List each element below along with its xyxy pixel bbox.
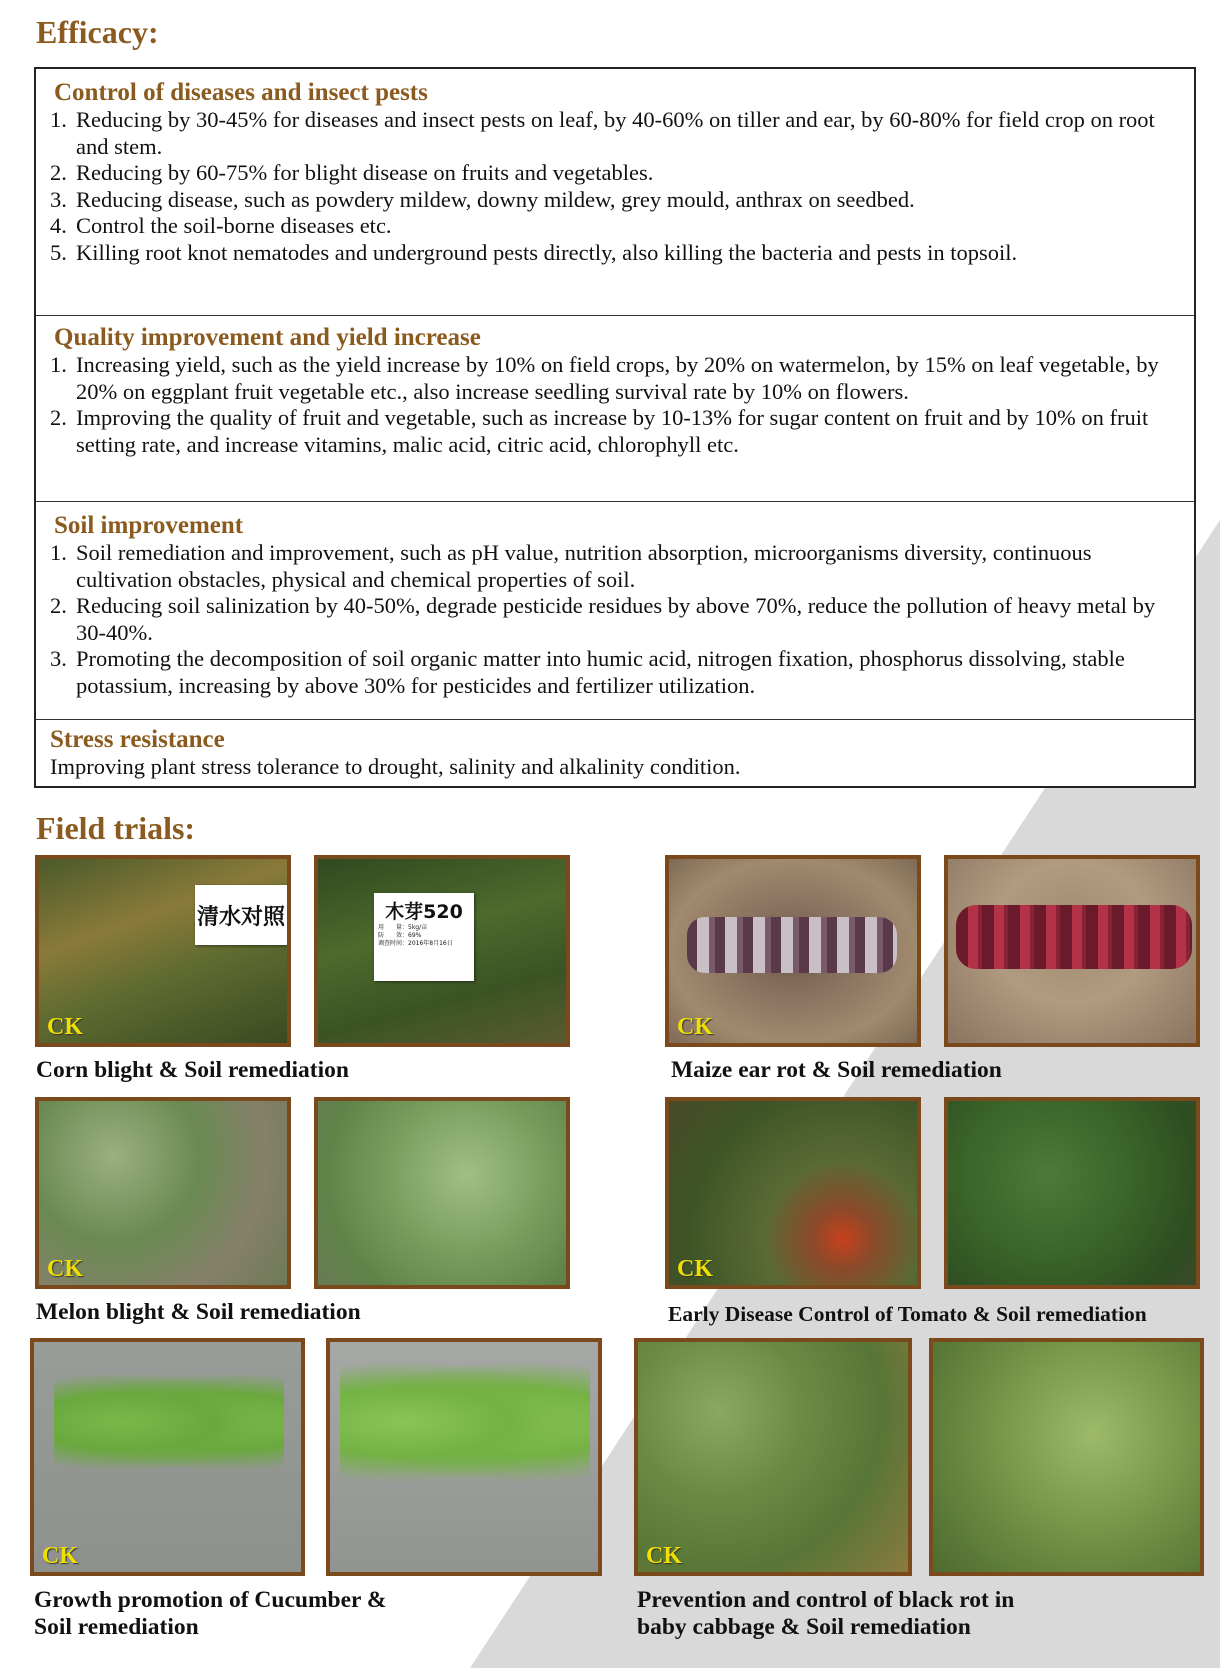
efficacy-heading: Efficacy:: [36, 14, 159, 50]
sign-line: 防 效：69%: [378, 932, 422, 939]
photo-maize-treated: [944, 855, 1200, 1047]
list-item: 1. Increasing yield, such as the yield increase by 10% on field crops, by 20% on watermelon, by 15% on leaf vegetable, by 20% on eggplant fruit vegetable etc., also increase seedling survival rate by 10% on flowers.: [50, 352, 1159, 404]
caption-cabbage-line1: Prevention and control of black rot in: [637, 1587, 1015, 1613]
photo-tomato-ck: [665, 1097, 921, 1289]
caption-maize: Maize ear rot & Soil remediation: [671, 1057, 1002, 1083]
section-quality-yield: [36, 315, 1194, 501]
list-item: 5. Killing root knot nematodes and underground pests directly, also killing the bacteria and pests in topsoil.: [50, 239, 1018, 265]
section-soil-improvement: [36, 501, 1194, 719]
ck-label: CK: [677, 1256, 713, 1282]
caption-tomato: Early Disease Control of Tomato & Soil remediation: [668, 1302, 1147, 1326]
cucumber-seedlings: [54, 1372, 284, 1472]
sign-treatment: [374, 893, 474, 981]
caption-cucumber-line1: Growth promotion of Cucumber &: [34, 1587, 387, 1613]
photo-cucumber-ck: [30, 1338, 305, 1576]
photo-melon-treated: [314, 1097, 570, 1289]
section-text: Improving plant stress tolerance to drought, salinity and alkalinity condition.: [50, 754, 741, 779]
photo-cucumber-treated: [326, 1338, 602, 1576]
field-trials-heading: Field trials:: [36, 810, 196, 846]
ck-label: CK: [47, 1014, 83, 1040]
photo-corn-ck: [35, 855, 291, 1047]
caption-cabbage-line2: baby cabbage & Soil remediation: [637, 1614, 971, 1640]
ck-label: CK: [42, 1543, 78, 1569]
caption-corn: Corn blight & Soil remediation: [36, 1057, 349, 1083]
photo-cabbage-treated: [929, 1338, 1204, 1576]
sign-line: 调查时间：2016年8月16日: [378, 940, 453, 947]
caption-cucumber-line2: Soil remediation: [34, 1614, 199, 1640]
list-item: 1. Soil remediation and improvement, such as pH value, nutrition absorption, microorganisms diversity, continuous cultivation obstacles, physical and chemical properties of soil.: [50, 540, 1092, 592]
list-item: 4. Control the soil-borne diseases etc.: [50, 213, 392, 238]
list-item: 2. Improving the quality of fruit and vegetable, such as increase by 10-13% for sugar content on fruit and by 10% on fruit setting rate, and increase vitamins, malic acid, citric acid, chlorophyll etc.: [50, 405, 1149, 457]
list-item: 3. Reducing disease, such as powdery mildew, downy mildew, grey mould, anthrax on seedbed.: [50, 186, 915, 212]
section-title: Control of diseases and insect pests: [54, 79, 428, 106]
list-item: 2. Reducing by 60-75% for blight disease on fruits and vegetables.: [50, 160, 654, 185]
maize-ears: [687, 917, 897, 973]
list-item: 2. Reducing soil salinization by 40-50%, degrade pesticide residues by above 70%, reduce the pollution of heavy metal by 30-40%.: [50, 593, 1156, 645]
sign-control: 清水对照: [195, 885, 287, 945]
photo-tomato-treated: [944, 1097, 1200, 1289]
section-title: Quality improvement and yield increase: [54, 324, 481, 351]
photo-cabbage-ck: [634, 1338, 912, 1576]
ck-label: CK: [677, 1014, 713, 1040]
photo-melon-ck: [35, 1097, 291, 1289]
photo-maize-ck: [665, 855, 921, 1047]
efficacy-box: [34, 67, 1196, 788]
section-stress-resistance: [36, 719, 1194, 786]
ck-label: CK: [47, 1256, 83, 1282]
section-disease-control: [36, 79, 1194, 315]
cucumber-seedlings: [340, 1362, 590, 1482]
sign-treatment-title: 木芽520: [385, 901, 463, 923]
list-item: 3. Promoting the decomposition of soil organic matter into humic acid, nitrogen fixation, phosphorus dissolving, stable potassium, increasing by above 30% for pesticides and fertilizer utilization.: [50, 646, 1125, 698]
list-item: 1. Reducing by 30-45% for diseases and insect pests on leaf, by 40-60% on tiller and ear, by 60-80% for field crop on root and stem.: [50, 107, 1155, 159]
sign-line: 用 量：5kg/亩: [378, 924, 428, 931]
maize-ears: [956, 905, 1192, 969]
photo-corn-treated: [314, 855, 570, 1047]
caption-melon: Melon blight & Soil remediation: [36, 1299, 361, 1325]
ck-label: CK: [646, 1543, 682, 1569]
section-title: Soil improvement: [54, 512, 244, 539]
section-title: Stress resistance: [50, 726, 225, 753]
